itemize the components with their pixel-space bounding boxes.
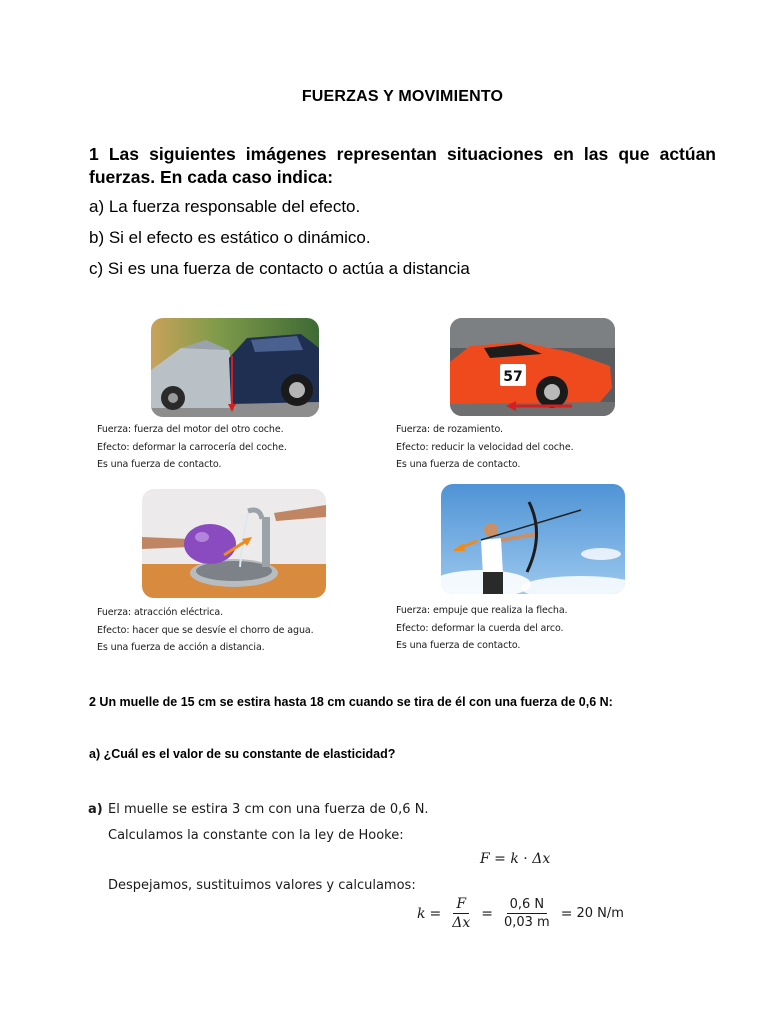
case-3-force: Fuerza: atracción eléctrica. [97,607,224,618]
case-1-effect: Efecto: deformar la carrocería del coche. [97,441,287,453]
solution-line-2: Calculamos la constante con la ley de Hooke: [108,828,404,843]
formula-k: k [417,905,426,922]
case-4-effect: Efecto: deformar la cuerda del arco. [396,622,564,634]
solution-label: a) [88,802,103,817]
case-2-caption [396,421,574,474]
solution-line-1: El muelle se estira 3 cm con una fuerza de 0,6 N. [108,802,429,817]
formula-equals-1: = [429,905,442,922]
hooke-equals: = [494,851,506,867]
fraction-denominator-value: 0,03 m [503,915,550,930]
case-4-force: Fuerza: empuje que realiza la flecha. [396,605,568,616]
case-1-caption [97,421,287,474]
fraction-denominator-dx: Δx [452,915,471,931]
case-1-force: Fuerza: fuerza del motor del otro coche. [97,424,284,435]
case-4-caption [396,602,567,655]
question-1-text: 1 Las siguientes imágenes representan situaciones en las que actúan fuerzas. En cada caso indica: [89,144,716,187]
case-2-force: Fuerza: de rozamiento. [396,424,503,435]
solution-line-3: Despejamos, sustituimos valores y calculamos: [108,878,416,893]
question-2-text: 2 Un muelle de 15 cm se estira hasta 18 cm cuando se tira de él con una fuerza de 0,6 N: [89,695,613,709]
page-title: FUERZAS Y MOVIMIENTO [301,88,504,105]
car-crash-photo [151,318,319,417]
question-1-item-a: a) La fuerza responsable del efecto. [89,197,361,216]
case-1-type: Es una fuerza de contacto. [97,459,222,470]
formula-result: 20 N/m [576,906,624,921]
race-car-number: 57 [503,369,523,385]
case-4-type: Es una fuerza de contacto. [396,640,521,651]
question-1-item-c: c) Si es una fuerza de contacto o actúa a distancia [89,259,470,278]
formula-equals-3: = [560,905,573,922]
hooke-dot: · [523,851,528,867]
question-2-part-a: a) ¿Cuál es el valor de su constante de elasticidad? [89,747,396,761]
formula-equals-2: = [481,905,493,922]
spring-constant-formula [417,896,624,931]
hooke-law-formula [480,851,550,867]
fraction-numerator-f: F [453,896,469,914]
case-3-caption [97,604,314,657]
archer-photo [441,484,625,594]
question-1-item-b: b) Si el efecto es estático o dinámico. [89,228,371,247]
hooke-k: k [510,851,519,867]
case-2-effect: Efecto: reducir la velocidad del coche. [396,441,574,453]
fraction-f-over-dx [449,896,473,931]
race-car-photo [450,318,615,416]
hooke-force: F [480,851,490,867]
fraction-values [501,897,553,930]
case-3-type: Es una fuerza de acción a distancia. [97,642,265,653]
balloon-water-photo [142,489,326,598]
hooke-dx: Δx [532,851,551,867]
case-3-effect: Efecto: hacer que se desvíe el chorro de agua. [97,624,314,636]
fraction-numerator-value: 0,6 N [507,897,548,914]
case-2-type: Es una fuerza de contacto. [396,459,521,470]
